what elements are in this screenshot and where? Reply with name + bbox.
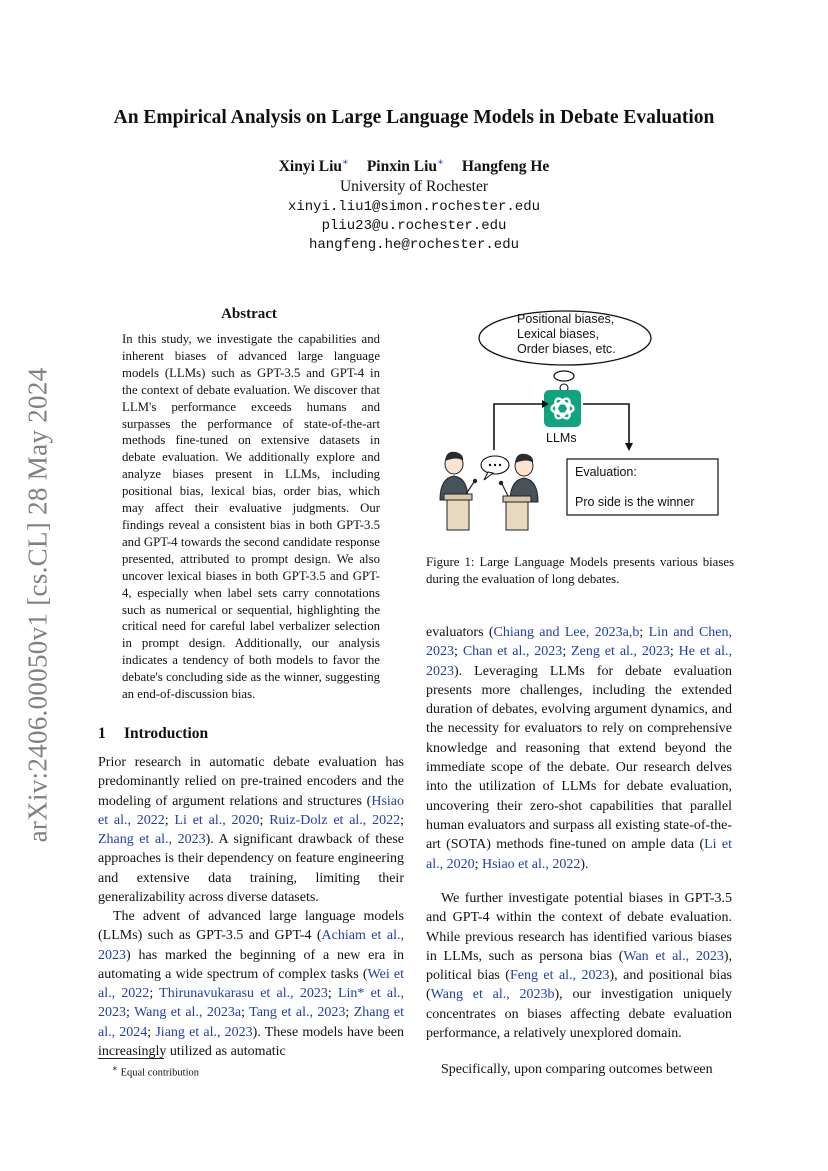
paragraph-text: ; bbox=[147, 1024, 156, 1040]
bubble-text: Positional biases, bbox=[517, 312, 615, 326]
paragraph-text: ; bbox=[126, 1005, 135, 1021]
citation-link[interactable]: Chan et al., 2023 bbox=[462, 644, 563, 660]
figure-caption: Figure 1: Large Language Models presents various biases during the evaluation of long debates. bbox=[426, 555, 734, 586]
author-name: Pinxin Liu bbox=[366, 158, 438, 176]
paragraph bbox=[98, 907, 404, 1061]
author-mark: ∗ bbox=[342, 157, 349, 168]
author-mark: ∗ bbox=[437, 157, 444, 168]
footnote-mark: ∗ bbox=[112, 1063, 118, 1073]
author-name: Hangfeng He bbox=[461, 158, 550, 176]
paragraph bbox=[98, 753, 404, 907]
paragraph-text: evaluators ( bbox=[426, 625, 494, 640]
paragraph-text: ) has marked the beginning of a new era in automating a wide spectrum of complex tasks ( bbox=[98, 947, 404, 982]
citation-link[interactable]: Wei et al., 2022 bbox=[98, 966, 404, 1002]
citation-link[interactable]: Wang et al., 2023b bbox=[430, 987, 555, 1003]
citation-link[interactable]: Zhang et al., 2023 bbox=[98, 832, 206, 848]
paragraph-text: ; bbox=[639, 625, 649, 640]
citation-link[interactable]: Chiang and Lee, 2023a,b bbox=[493, 625, 640, 640]
arxiv-stamp-text: arXiv:2406.00050v1 [cs.CL] 28 May 2024 bbox=[22, 367, 53, 843]
llm-label: LLMs bbox=[546, 431, 577, 445]
citation-link[interactable]: Thirunavukarasu et al., 2023 bbox=[159, 986, 328, 1002]
paragraph bbox=[426, 1060, 732, 1079]
citation-link[interactable]: Zeng et al., 2023 bbox=[571, 644, 670, 660]
bubble-text: Lexical biases, bbox=[517, 327, 599, 341]
paragraph-text: ; bbox=[327, 986, 338, 1002]
paragraph-text: ; bbox=[345, 1005, 354, 1021]
paragraph-text: ), political bias ( bbox=[426, 948, 733, 984]
paragraph-text: Prior research in automatic debate evaluation has predominantly relied on pre-trained encoders and the modeling of argument relations and structures ( bbox=[98, 755, 404, 809]
paragraph-text: We further investigate potential biases in GPT-3.5 and GPT-4 within the context of debate evaluation. While previous research has identified various biases in LLMs, such as persona bias ( bbox=[426, 891, 732, 964]
paragraph bbox=[426, 889, 732, 1043]
paragraph-text: ; bbox=[164, 812, 175, 828]
paragraph-text: ), our investigation uniquely concentrates on biases affecting debate evaluation performance, a relatively unexplored domain. bbox=[426, 987, 732, 1042]
llm-logo-icon bbox=[544, 390, 581, 427]
paragraph-text: ). These models have been increasingly utilized as automatic bbox=[98, 1024, 404, 1060]
abstract-text: In this study, we investigate the capabilities and inherent biases of advanced large language models (LLMs) such as GPT-3.5 and GPT-4 in the context of debate evaluation. We discover that LLM's performance exceeds humans and surpasses the performance of state-of-the-art methods fine-tuned on extensive datasets in debate evaluation. We additionally explore and analyze biases present in LLMs, including positional bias, lexical bias, order bias, which may affect their evaluative judgments. Our findings reveal a consistent bias in both GPT-3.5 and GPT-4 towards the second candidate response presented, attributed to prompt design. We also uncover lexical biases in both GPT-3.5 and GPT-4, especially when label sets carry connotations such as numerical or sequential, highlighting the critical need for careful label verbalizer selection in prompt design. Additionally, our analysis indicates a tendency of both models to favor the debate's concluding side as the winner, suggesting an end-of-discussion bias. bbox=[122, 332, 380, 702]
paragraph-text: ; bbox=[474, 856, 482, 872]
citation-link[interactable]: Hsiao et al., 2022 bbox=[98, 793, 404, 828]
citation-link[interactable]: Lin* et al., 2023 bbox=[98, 986, 405, 1021]
paragraph-text: ). bbox=[580, 856, 589, 872]
author-email: pliu23@u.rochester.edu bbox=[321, 218, 507, 234]
arrow-head bbox=[625, 443, 633, 451]
affiliation: University of Rochester bbox=[339, 178, 489, 195]
author-name: Xinyi Liu bbox=[278, 158, 343, 176]
figure-illustration bbox=[430, 300, 730, 532]
paragraph-text: ; bbox=[454, 644, 463, 660]
paragraph-text: ; bbox=[149, 986, 160, 1002]
citation-link[interactable]: Hsiao et al., 2022 bbox=[482, 856, 581, 872]
section-title: Introduction bbox=[124, 725, 209, 742]
paper-title: An Empirical Analysis on Large Language Models in Debate Evaluation bbox=[113, 107, 715, 128]
abstract-heading: Abstract bbox=[221, 306, 277, 322]
section-heading bbox=[98, 725, 208, 743]
paragraph-text: ). A significant drawback of these approaches is their dependency on feature engineering and extensive data training, limiting their generalizability across diverse datasets. bbox=[98, 832, 404, 906]
input-arrow bbox=[494, 404, 542, 450]
arxiv-stamp bbox=[18, 355, 58, 855]
footnote-text: Equal contribution bbox=[120, 1067, 200, 1079]
paragraph bbox=[426, 623, 732, 874]
citation-link[interactable]: Wan et al., 2023 bbox=[623, 948, 724, 964]
figure-1 bbox=[430, 300, 730, 532]
citation-link[interactable]: Wang et al., 2023a bbox=[134, 1005, 242, 1021]
paragraph-text: ; bbox=[241, 1005, 250, 1021]
paragraph-text: ), and positional bias ( bbox=[426, 968, 732, 1003]
evaluation-title: Evaluation: bbox=[575, 465, 637, 479]
citation-link[interactable]: Lin and Chen, 2023 bbox=[426, 625, 732, 660]
paragraph-text: The advent of advanced large language models (LLMs) such as GPT-3.5 and GPT-4 ( bbox=[98, 909, 404, 944]
thought-dot bbox=[554, 371, 574, 381]
citation-link[interactable]: Achiam et al., 2023 bbox=[98, 928, 404, 963]
citation-link[interactable]: He et al., 2023 bbox=[426, 644, 733, 679]
paragraph-text: ; bbox=[562, 644, 572, 660]
bubble-text: Order biases, etc. bbox=[517, 342, 616, 356]
section-number: 1 bbox=[98, 725, 106, 742]
citation-link[interactable]: Ruiz-Dolz et al., 2022 bbox=[269, 812, 401, 828]
citation-link[interactable]: Feng et al., 2023 bbox=[509, 968, 610, 984]
footnote bbox=[112, 1063, 199, 1079]
citation-link[interactable]: Li et al., 2020 bbox=[426, 837, 732, 872]
citation-link[interactable]: Tang et al., 2023 bbox=[249, 1005, 346, 1021]
evaluation-result: Pro side is the winner bbox=[575, 495, 695, 509]
citation-link[interactable]: Zhang et al., 2024 bbox=[98, 1005, 404, 1040]
citation-link[interactable]: Jiang et al., 2023 bbox=[155, 1024, 253, 1040]
paragraph-text: ; bbox=[259, 812, 270, 828]
output-arrow bbox=[583, 404, 629, 443]
paragraph-text: ; bbox=[400, 812, 404, 828]
paragraph-text: ; bbox=[669, 644, 679, 660]
author-email: xinyi.liu1@simon.rochester.edu bbox=[287, 199, 541, 215]
footnote-rule bbox=[98, 1058, 164, 1059]
paragraph-text: Specifically, upon comparing outcomes between bbox=[441, 1062, 713, 1077]
citation-link[interactable]: Li et al., 2020 bbox=[174, 812, 260, 828]
author-email: hangfeng.he@rochester.edu bbox=[308, 237, 520, 253]
debater-left-icon bbox=[440, 452, 477, 530]
author-line bbox=[0, 157, 828, 176]
paragraph-text: ). Leveraging LLMs for debate evaluation presents more challenges, including the extended duration of debates, evolving argument dynamics, and the necessity for evaluators to rely on comprehensive knowledge and reasoning that extend beyond the immediate scope of the debate. Our research delves into the utilization of LLMs for debate evaluation, uncovering their zero-shot capabilities that parallel human evaluators and surpass all existing state-of-the-art (SOTA) methods fine-tuned on ample data ( bbox=[426, 663, 732, 853]
